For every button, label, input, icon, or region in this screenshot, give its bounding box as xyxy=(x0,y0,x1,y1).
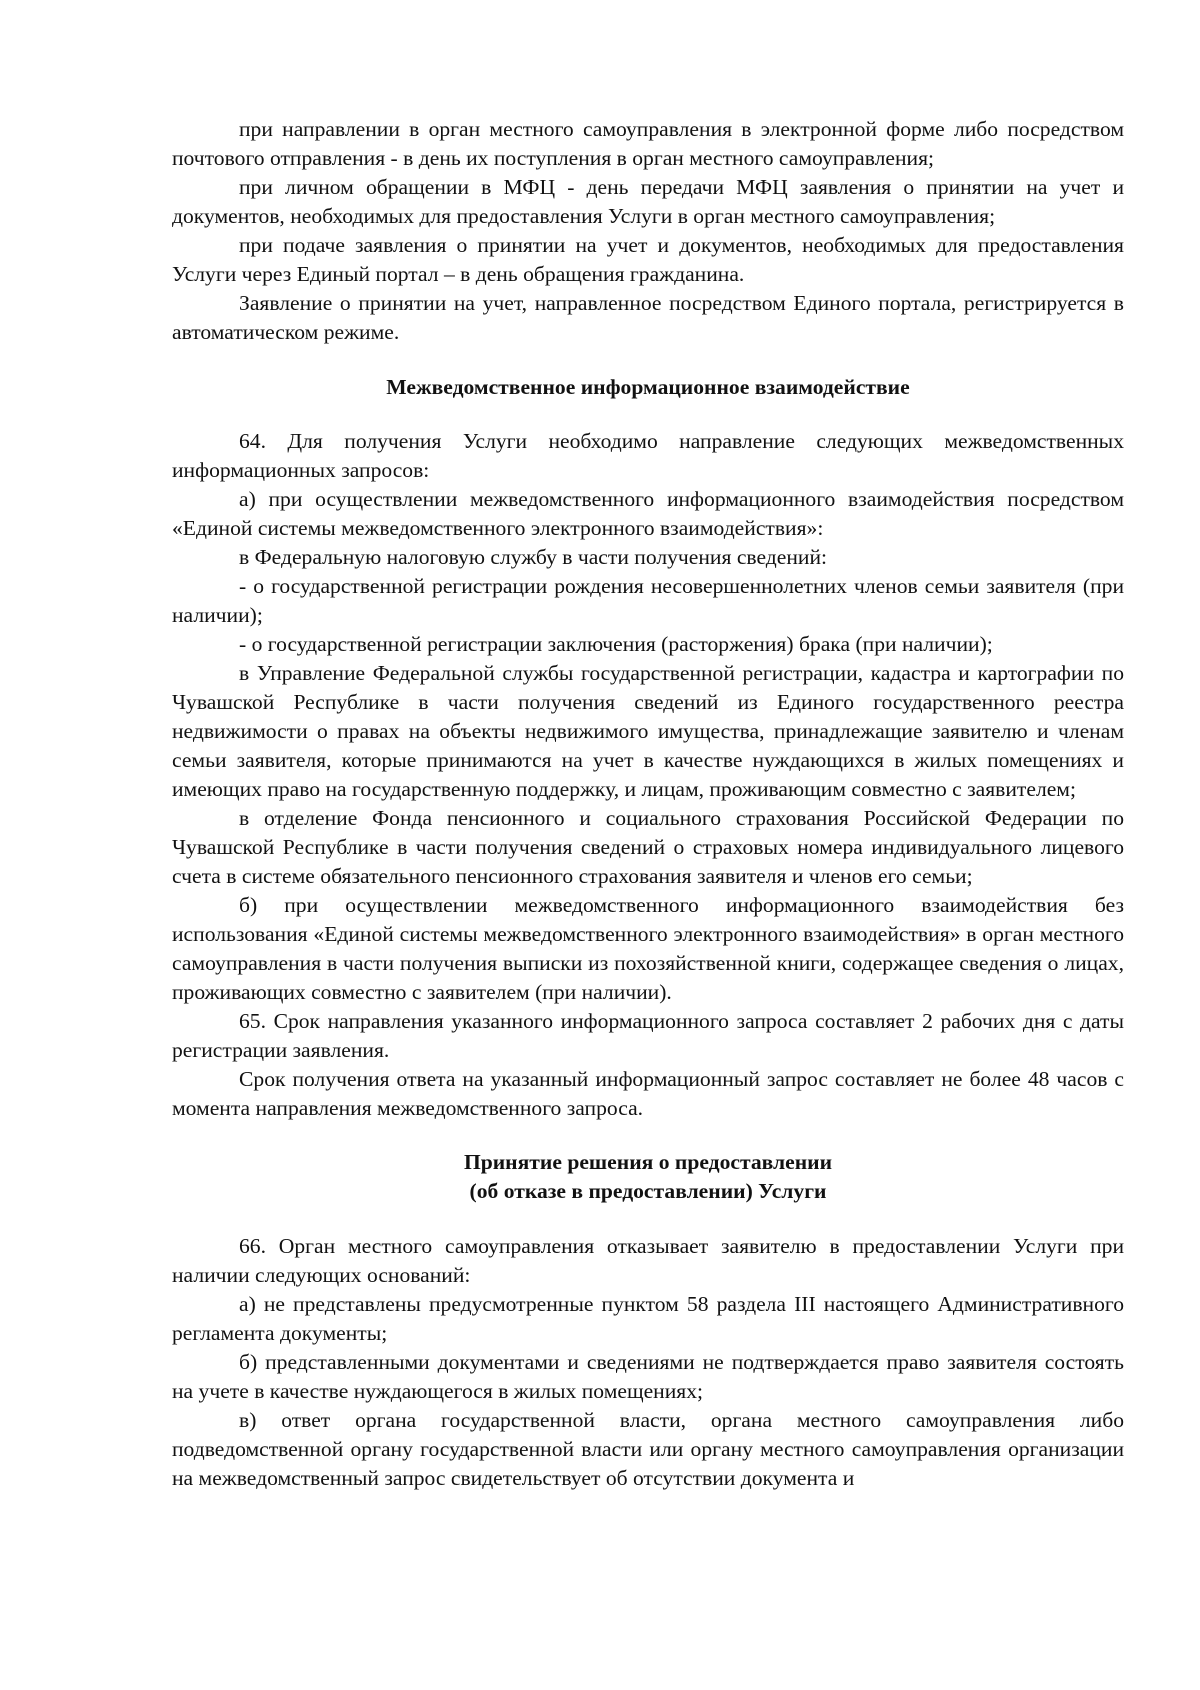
paragraph: б) представленными документами и сведениями не подтверждается право заявителя состоять на учете в качестве нуждающегося в жилых помещениях; xyxy=(172,1350,1124,1403)
section-heading: Межведомственное информационное взаимодействие xyxy=(386,375,910,399)
paragraph: при подаче заявления о принятии на учет и документов, необходимых для предоставления Услуги через Единый портал – в день обращения гражданина. xyxy=(172,233,1124,286)
document-page xyxy=(172,115,1124,1493)
paragraph: а) не представлены предусмотренные пунктом 58 раздела III настоящего Административного регламента документы; xyxy=(172,1292,1124,1345)
paragraph: при направлении в орган местного самоуправления в электронной форме либо посредством почтового отправления - в день их поступления в орган местного самоуправления; xyxy=(172,117,1124,170)
paragraph: в Управление Федеральной службы государственной регистрации, кадастра и картографии по Чувашской Республике в части получения сведений из Единого государственного реестра недвижимости о правах на объекты недвижимого имущества, принадлежащие заявителю и членам семьи заявителя, которые принимаются на учет в качестве нуждающихся в жилых помещениях и имеющих право на государственную поддержку, и лицам, проживающим совместно с заявителем; xyxy=(172,661,1124,801)
paragraph: 65. Срок направления указанного информационного запроса составляет 2 рабочих дня с даты регистрации заявления. xyxy=(172,1009,1124,1062)
paragraph: 64. Для получения Услуги необходимо направление следующих межведомственных информационных запросов: xyxy=(172,429,1124,482)
paragraph: Заявление о принятии на учет, направленное посредством Единого портала, регистрируется в автоматическом режиме. xyxy=(172,291,1124,344)
paragraph: Срок получения ответа на указанный информационный запрос составляет не более 48 часов с момента направления межведомственного запроса. xyxy=(172,1067,1124,1120)
paragraph: - о государственной регистрации рождения несовершеннолетних членов семьи заявителя (при наличии); xyxy=(172,574,1124,627)
paragraph: а) при осуществлении межведомственного информационного взаимодействия посредством «Единой системы межведомственного электронного взаимодействия»: xyxy=(172,487,1124,540)
paragraph: - о государственной регистрации заключения (расторжения) брака (при наличии); xyxy=(239,632,993,656)
paragraph: 66. Орган местного самоуправления отказывает заявителю в предоставлении Услуги при наличии следующих оснований: xyxy=(172,1234,1124,1287)
paragraph: в отделение Фонда пенсионного и социального страхования Российской Федерации по Чувашской Республике в части получения сведений о страховых номера индивидуального лицевого счета в системе обязательного пенсионного страхования заявителя и членов его семьи; xyxy=(172,806,1124,888)
paragraph: б) при осуществлении межведомственного информационного взаимодействия без использования «Единой системы межведомственного электронного взаимодействия» в орган местного самоуправления в части получения выписки из похозяйственной книги, содержащее сведения о лицах, проживающих совместно с заявителем (при наличии). xyxy=(172,893,1124,1004)
paragraph: в Федеральную налоговую службу в части получения сведений: xyxy=(239,545,828,569)
paragraph: в) ответ органа государственной власти, органа местного самоуправления либо подведомственной органу государственной власти или органу местного самоуправления организации на межведомственный запрос свидетельствует об отсутствии документа и xyxy=(172,1408,1124,1490)
section-heading-line-1: Принятие решения о предоставлении xyxy=(463,1150,833,1174)
paragraph: при личном обращении в МФЦ - день передачи МФЦ заявления о принятии на учет и документов, необходимых для предоставления Услуги в орган местного самоуправления; xyxy=(172,175,1124,228)
section-heading-line-2: (об отказе в предоставлении) Услуги xyxy=(469,1179,827,1203)
